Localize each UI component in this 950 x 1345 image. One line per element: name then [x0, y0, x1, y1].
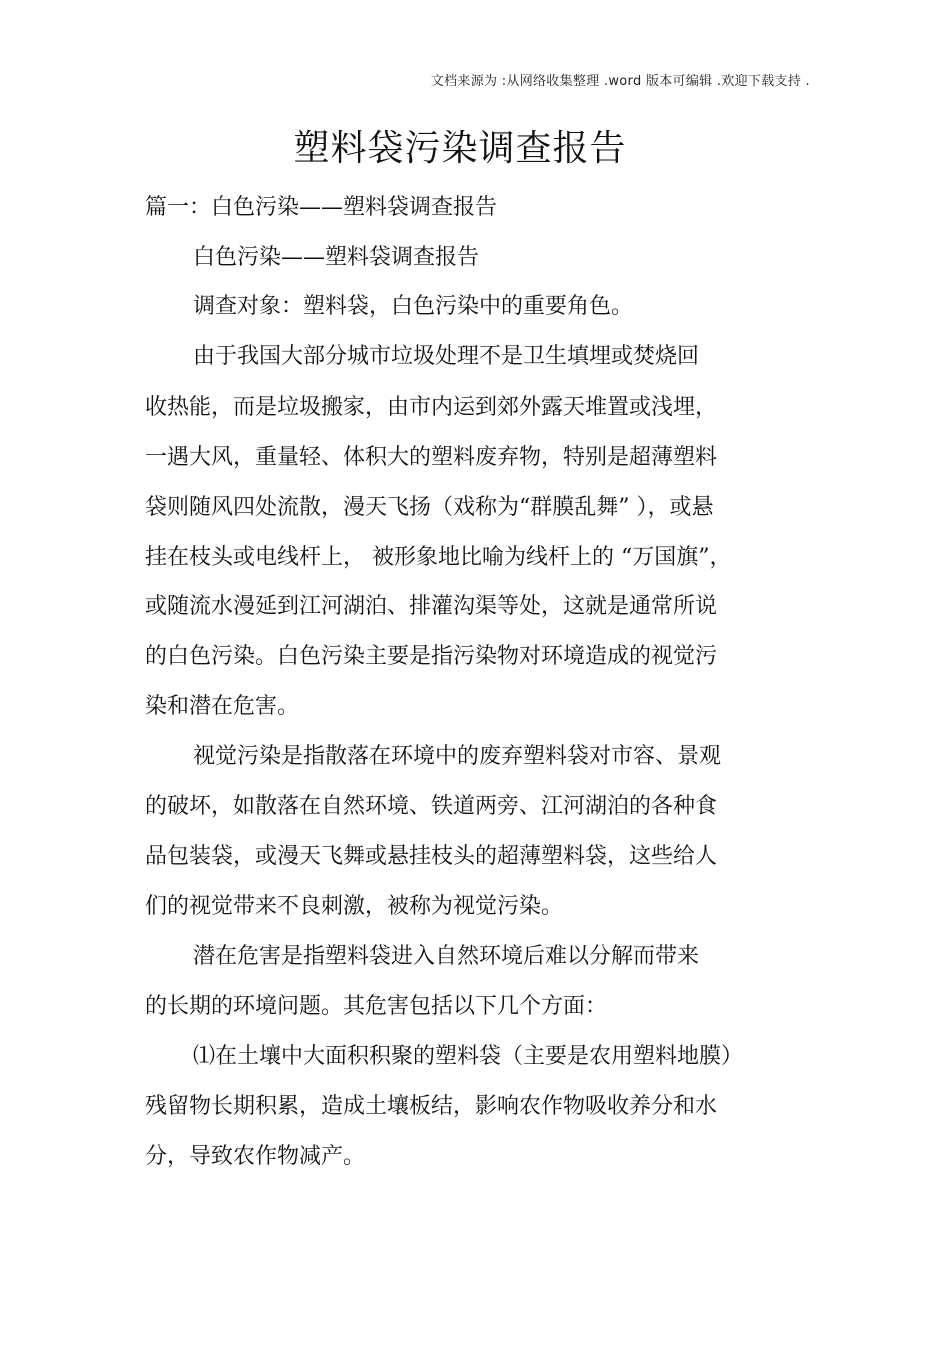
paragraph-line: 们的视觉带来不良刺激，被称为视觉污染。: [145, 894, 564, 919]
paragraph-line: 的破坏，如散落在自然环境、铁道两旁、江河湖泊的各种食: [145, 794, 718, 819]
paragraph-line: 染和潜在危害。: [145, 694, 300, 719]
section-heading: 篇一：白色污染——塑料袋调查报告: [145, 195, 498, 220]
paragraph-line: ⑴在土壤中大面积积聚的塑料袋（主要是农用塑料地膜）: [193, 1044, 744, 1069]
paragraph-line: 一遇大风，重量轻、体积大的塑料废弃物，特别是超薄塑料: [145, 445, 718, 470]
subtitle-line: 白色污染——塑料袋调查报告: [193, 245, 480, 270]
paragraph-line: 分，导致农作物减产。: [145, 1144, 366, 1169]
paragraph-line: 潜在危害是指塑料袋进入自然环境后难以分解而带来: [193, 944, 700, 969]
document-title: 塑料袋污染调查报告: [293, 128, 627, 169]
paragraph-line: 的长期的环境问题。其危害包括以下几个方面：: [145, 994, 608, 1019]
paragraph-line: 残留物长期积累，造成土壤板结，影响农作物吸收养分和水: [145, 1094, 718, 1119]
paragraph-line: 视觉污染是指散落在环境中的废弃塑料袋对市容、景观: [193, 744, 722, 769]
paragraph-line: 的白色污染。白色污染主要是指污染物对环境造成的视觉污: [145, 644, 718, 669]
survey-subject-line: 调查对象：塑料袋，白色污染中的重要角色。: [193, 294, 634, 319]
paragraph-line: 或随流水漫延到江河湖泊、排灌沟渠等处，这就是通常所说: [145, 594, 718, 619]
paragraph-line: 品包装袋，或漫天飞舞或悬挂枝头的超薄塑料袋，这些给人: [145, 844, 718, 869]
header-note: 文档来源为 :从网络收集整理 .word 版本可编辑 .欢迎下载支持 .: [430, 74, 810, 89]
paragraph-line: 挂在枝头或电线杆上， 被形象地比喻为线杆上的 “万国旗”，: [145, 545, 732, 570]
paragraph-line: 袋则随风四处流散，漫天飞扬（戏称为“群膜乱舞” ），或悬: [145, 495, 714, 520]
paragraph-line: 收热能，而是垃圾搬家，由市内运到郊外露天堆置或浅埋，: [145, 395, 718, 420]
paragraph-line: 由于我国大部分城市垃圾处理不是卫生填埋或焚烧回: [193, 344, 700, 369]
